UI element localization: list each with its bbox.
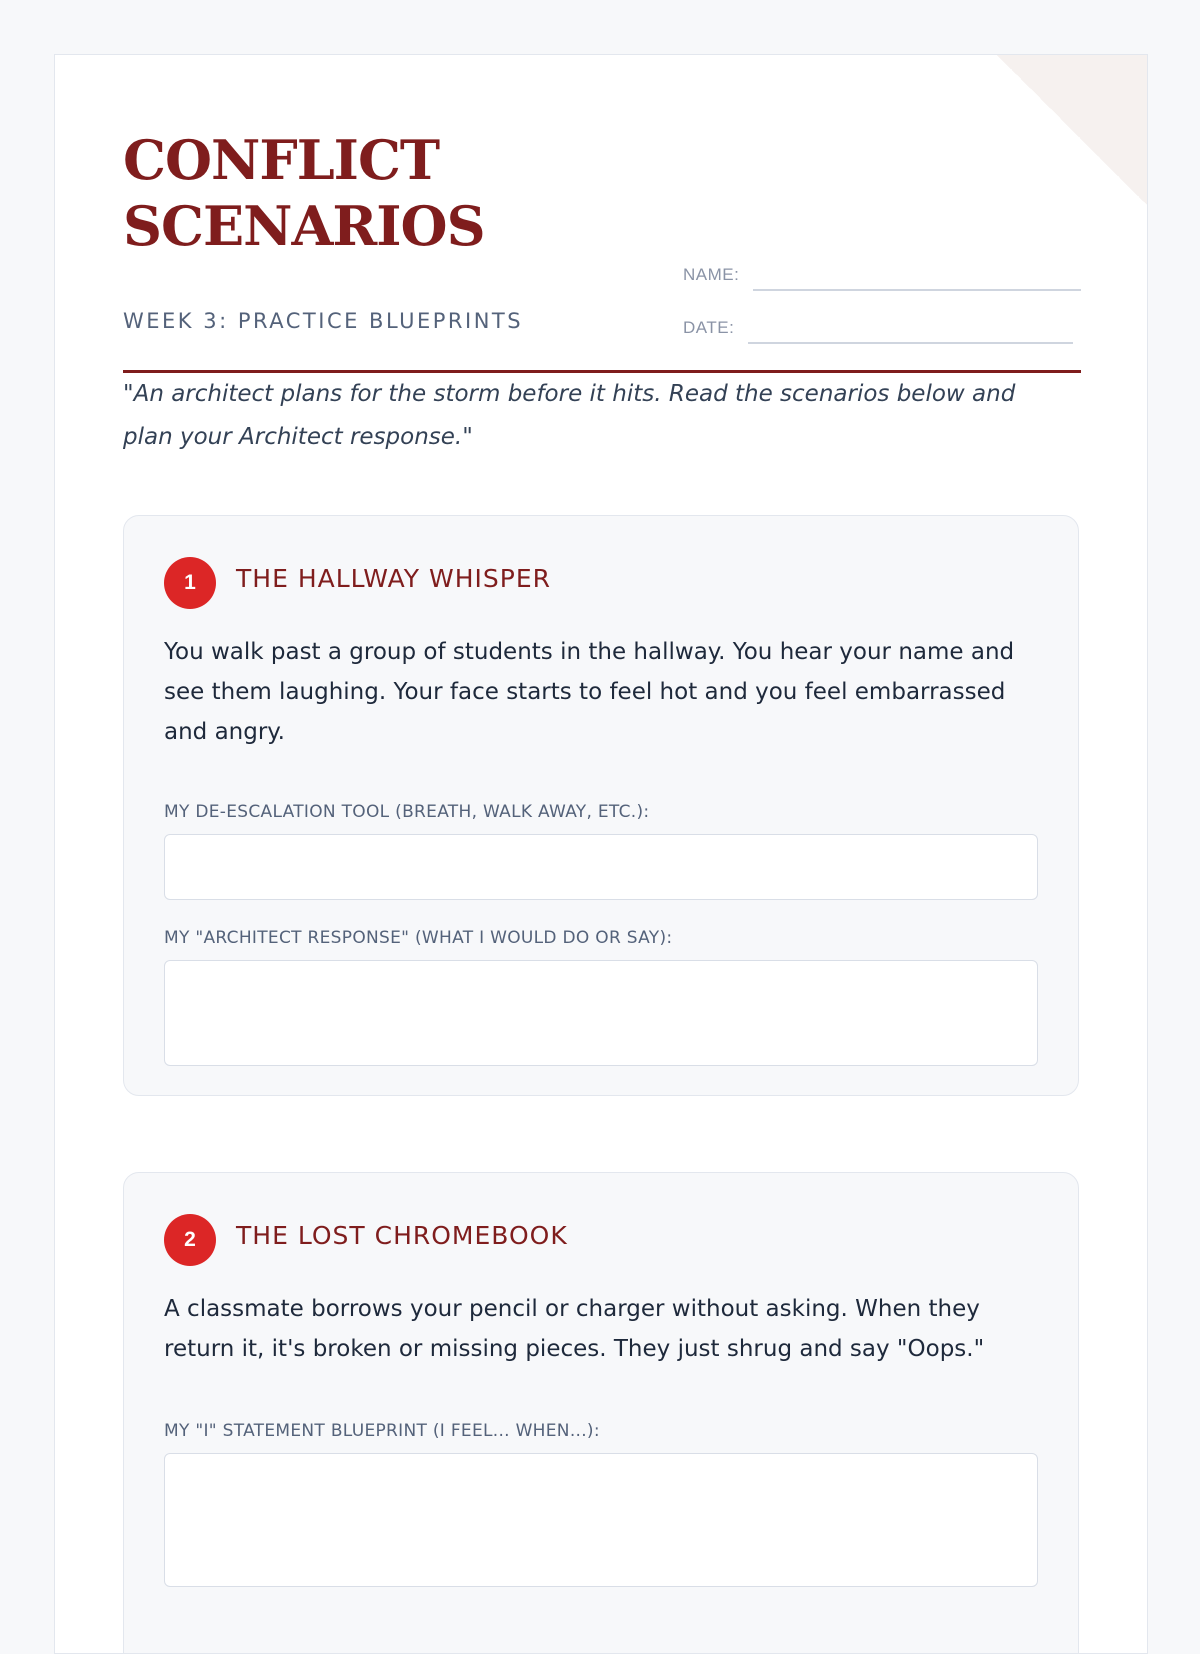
scenario-description: You walk past a group of students in the hallway. You hear your name and see them laughing. Your face starts to feel hot and you feel embarrassed and angry. (164, 639, 1015, 745)
scenario-card-1 (123, 515, 1079, 1096)
worksheet-header (123, 127, 1081, 373)
date-field (683, 310, 1081, 344)
scenario-title: THE LOST CHROMEBOOK (236, 1221, 568, 1250)
date-label: DATE: (683, 318, 735, 337)
page-title-line-1: CONFLICT (123, 128, 440, 192)
architect-response-input[interactable] (164, 960, 1038, 1066)
worksheet-page (54, 54, 1148, 1654)
i-statement-label: MY "I" STATEMENT BLUEPRINT (I FEEL... WHEN...): (164, 1421, 600, 1441)
scenario-title: THE HALLWAY WHISPER (236, 564, 552, 593)
de-escalation-tool-label: MY DE-ESCALATION TOOL (BREATH, WALK AWAY, ETC.): (164, 802, 650, 822)
intro-quote: "An architect plans for the storm before it hits. Read the scenarios below and plan your Architect response." (123, 381, 1016, 450)
scenario-description: A classmate borrows your pencil or charger without asking. When they return it, it's broken or missing pieces. They just shrug and say "Oops." (164, 1296, 985, 1362)
name-label: NAME: (683, 265, 740, 284)
scenario-card-2 (123, 1172, 1079, 1654)
scenario-number-badge: 1 (164, 557, 216, 609)
name-blank-line[interactable] (753, 257, 1081, 291)
page-subtitle: WEEK 3: PRACTICE BLUEPRINTS (123, 309, 524, 333)
date-blank-line[interactable] (748, 310, 1073, 344)
scenario-number-badge: 2 (164, 1214, 216, 1266)
architect-response-label: MY "ARCHITECT RESPONSE" (WHAT I WOULD DO OR SAY): (164, 928, 673, 948)
i-statement-input[interactable] (164, 1453, 1038, 1587)
page-title (123, 127, 643, 259)
de-escalation-tool-input[interactable] (164, 834, 1038, 900)
name-field (683, 257, 1081, 291)
page-title-line-2: SCENARIOS (123, 194, 485, 258)
